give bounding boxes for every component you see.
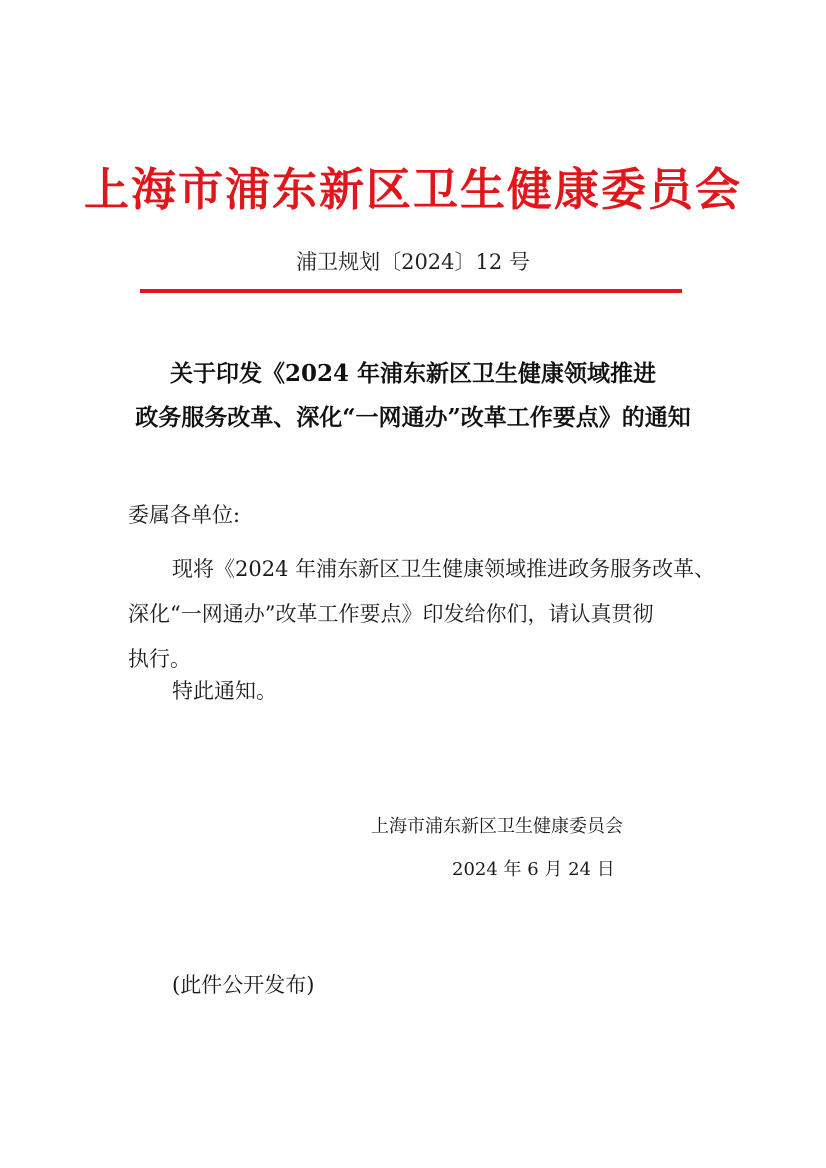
body-line-2: 深化“一网通办”改革工作要点》印发给你们，请认真贯彻 [128, 602, 654, 626]
issuer-header: 上海市浦东新区卫生健康委员会 [83, 163, 742, 216]
signature-date: 2024 年 6 月 24 日 [452, 859, 615, 880]
closing-text: 特此通知。 [172, 679, 277, 703]
publicity-note: (此件公开发布) [172, 973, 315, 997]
document-number: 浦卫规划〔2024〕12 号 [296, 250, 530, 274]
body-line-3: 执行。 [128, 647, 191, 671]
red-divider-line [140, 289, 682, 293]
salutation: 委属各单位: [128, 503, 241, 527]
document-title [0, 352, 826, 440]
title-line-1: 关于印发《2024 年浦东新区卫生健康领域推进 [169, 360, 657, 387]
body-paragraph [128, 547, 718, 682]
signature-organization: 上海市浦东新区卫生健康委员会 [371, 816, 623, 837]
title-line-2: 政务服务改革、深化“一网通办”改革工作要点》的通知 [135, 404, 691, 431]
body-line-1: 现将《2024 年浦东新区卫生健康领域推进政务服务改革、 [172, 557, 716, 581]
